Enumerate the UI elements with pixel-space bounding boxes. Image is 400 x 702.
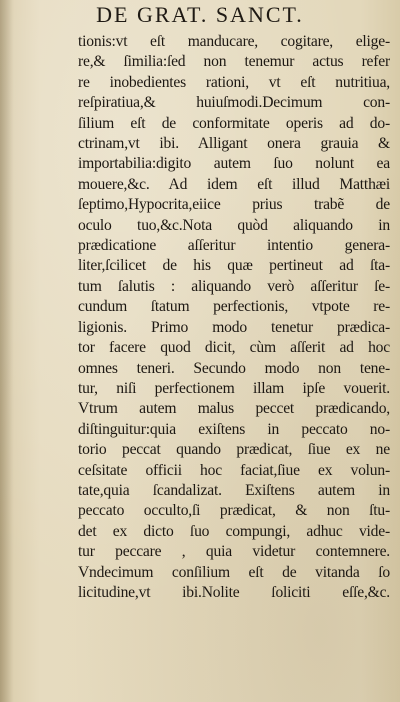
text-line: tum ſalutis : aliquando verò aſſeritur ſe- (78, 277, 390, 295)
text-line: Vtrum autem malus peccet prædicando, (78, 400, 390, 418)
text-line: torio peccat quando prædicat, ſiue ex ne (78, 441, 390, 459)
text-line: tur, niſi perfectionem illam ipſe vouerit. (78, 379, 390, 397)
body-text (78, 32, 390, 603)
text-line: re,& ſimilia:ſed non tenemur actus refer (78, 53, 390, 71)
text-line: tor facere quod dicit, cùm aſſerit ad hoc (78, 339, 390, 357)
text-line: re inobedientes rationi, vt eſt nutritiua, (78, 73, 390, 91)
text-line: det ex dicto ſuo compungi, adhuc vide- (78, 522, 390, 540)
text-line: prædicatione aſſeritur intentio genera- (78, 237, 390, 255)
text-line: diſtinguitur:quia exiſtens in peccato no- (78, 420, 390, 438)
text-line: omnes teneri. Secundo modo non tene- (78, 359, 390, 377)
text-line: ſilium eſt de conformitate operis ad do- (78, 114, 390, 132)
text-line: mouere,&c. Ad idem eſt illud Matthæi (78, 175, 390, 193)
text-line: Vndecimum conſilium eſt de vitanda ſo (78, 563, 390, 581)
text-line: ligionis. Primo modo tenetur prædica- (78, 318, 390, 336)
text-line: tur peccare , quia videtur contemnere. (78, 543, 390, 561)
text-line: ceſsitate officii hoc faciat,ſiue ex volun- (78, 461, 390, 479)
text-line: importabilia:digito autem ſuo nolunt ea (78, 155, 390, 173)
page-edge-shadow (0, 0, 14, 702)
text-line: ctrinam,vt ibi. Alligant onera grauia & (78, 135, 390, 153)
text-line: tate,quia ſcandalizat. Exiſtens autem in (78, 481, 390, 499)
text-line: reſpiratiua,& huiuſmodi.Decimum con- (78, 94, 390, 112)
text-line: cundum ſtatum perfectionis, vtpote re- (78, 298, 390, 316)
text-line: tionis:vt eſt manducare, cogitare, elige- (78, 33, 390, 50)
text-line: oculo tuo,&c.Nota quòd aliquando in (78, 216, 390, 234)
text-line: ſeptimo,Hypocrita,eiice prius trabẽ de (78, 196, 390, 214)
text-line: peccato occulto,ſi prædicat, & non ſtu- (78, 502, 390, 520)
text-line: liter,ſcilicet de his quæ pertineut ad ſta- (78, 257, 390, 275)
text-line: licitudine,vt ibi.Nolite ſoliciti eſſe,&c. (78, 583, 390, 601)
running-head: DE GRAT. SANCT. (96, 2, 304, 27)
